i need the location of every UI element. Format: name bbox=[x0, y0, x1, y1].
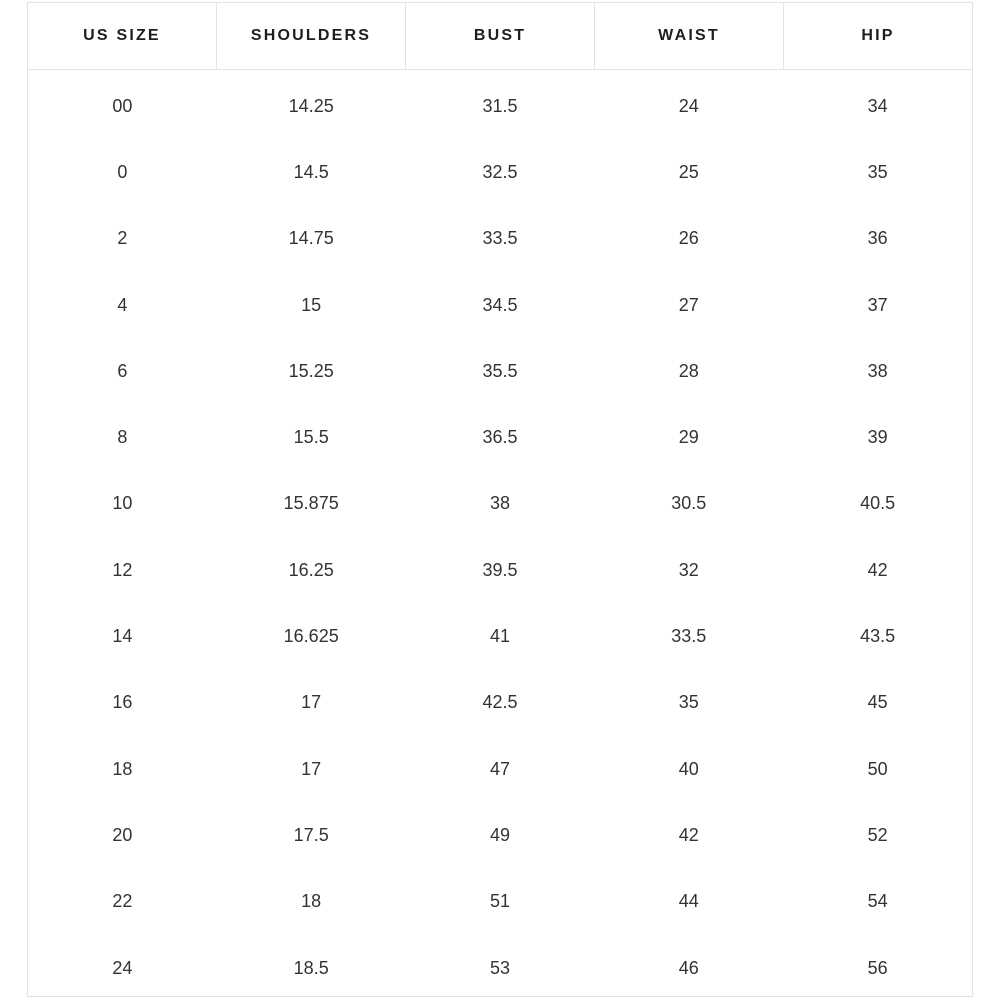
waist-cell: 26 bbox=[678, 228, 699, 249]
hip-cell: 45 bbox=[867, 692, 888, 713]
bust-cell: 53 bbox=[489, 957, 510, 978]
hip-cell: 50 bbox=[867, 758, 888, 779]
waist-cell: 35 bbox=[678, 692, 699, 713]
us-size-cell: 18 bbox=[112, 758, 133, 779]
waist-cell: 32 bbox=[678, 559, 699, 580]
shoulders-cell: 18 bbox=[301, 891, 322, 912]
bust-cell: 34.5 bbox=[482, 294, 518, 315]
us-size-cell: 2 bbox=[117, 228, 128, 249]
column-header-us-size: US SIZE bbox=[28, 3, 217, 69]
table-row bbox=[28, 603, 972, 669]
hip-cell: 35 bbox=[867, 161, 888, 182]
waist-cell: 28 bbox=[678, 360, 699, 381]
shoulders-cell: 17 bbox=[301, 758, 322, 779]
shoulders-cell: 15 bbox=[301, 294, 322, 315]
table-row bbox=[28, 73, 972, 139]
shoulders-cell: 14.5 bbox=[293, 161, 329, 182]
column-header-waist: WAIST bbox=[595, 3, 784, 69]
table-row bbox=[28, 935, 972, 1001]
waist-cell: 27 bbox=[678, 294, 699, 315]
waist-cell: 24 bbox=[678, 95, 699, 116]
shoulders-cell: 17.5 bbox=[293, 824, 329, 845]
bust-cell: 35.5 bbox=[482, 360, 518, 381]
shoulders-cell: 14.75 bbox=[288, 228, 334, 249]
table-row bbox=[28, 471, 972, 537]
bust-cell: 33.5 bbox=[482, 228, 518, 249]
bust-cell: 39.5 bbox=[482, 559, 518, 580]
table-row bbox=[28, 139, 972, 205]
hip-cell: 42 bbox=[867, 559, 888, 580]
shoulders-cell: 15.5 bbox=[293, 427, 329, 448]
shoulders-cell: 17 bbox=[301, 692, 322, 713]
table-row bbox=[28, 206, 972, 272]
table-row bbox=[28, 802, 972, 868]
column-header-shoulders: SHOULDERS bbox=[217, 3, 406, 69]
shoulders-cell: 16.25 bbox=[288, 559, 334, 580]
table-row bbox=[28, 404, 972, 470]
hip-cell: 37 bbox=[867, 294, 888, 315]
table-row bbox=[28, 670, 972, 736]
us-size-cell: 14 bbox=[112, 626, 133, 647]
waist-cell: 42 bbox=[678, 824, 699, 845]
us-size-cell: 4 bbox=[117, 294, 128, 315]
us-size-cell: 00 bbox=[112, 95, 133, 116]
waist-cell: 25 bbox=[678, 161, 699, 182]
hip-cell: 40.5 bbox=[860, 493, 896, 514]
waist-cell: 46 bbox=[678, 957, 699, 978]
table-row bbox=[28, 338, 972, 404]
us-size-cell: 16 bbox=[112, 692, 133, 713]
hip-cell: 52 bbox=[867, 824, 888, 845]
us-size-cell: 12 bbox=[112, 559, 133, 580]
shoulders-cell: 15.875 bbox=[283, 493, 339, 514]
table-row bbox=[28, 537, 972, 603]
hip-cell: 39 bbox=[867, 427, 888, 448]
bust-cell: 41 bbox=[489, 626, 510, 647]
table-body bbox=[28, 70, 972, 1001]
waist-cell: 29 bbox=[678, 427, 699, 448]
bust-cell: 42.5 bbox=[482, 692, 518, 713]
bust-cell: 36.5 bbox=[482, 427, 518, 448]
table-row bbox=[28, 272, 972, 338]
size-chart-table bbox=[27, 2, 973, 997]
us-size-cell: 20 bbox=[112, 824, 133, 845]
shoulders-cell: 18.5 bbox=[293, 957, 329, 978]
column-header-hip: HIP bbox=[861, 27, 895, 44]
bust-cell: 47 bbox=[489, 758, 510, 779]
hip-cell: 34 bbox=[867, 95, 888, 116]
table-row bbox=[28, 869, 972, 935]
hip-cell: 56 bbox=[867, 957, 888, 978]
us-size-cell: 24 bbox=[112, 957, 133, 978]
bust-cell: 49 bbox=[489, 824, 510, 845]
waist-cell: 44 bbox=[678, 891, 699, 912]
table-row bbox=[28, 736, 972, 802]
shoulders-cell: 15.25 bbox=[288, 360, 334, 381]
us-size-cell: 8 bbox=[117, 427, 128, 448]
column-header-bust: BUST bbox=[406, 3, 595, 69]
us-size-cell: 10 bbox=[112, 493, 133, 514]
us-size-cell: 22 bbox=[112, 891, 133, 912]
us-size-cell: 0 bbox=[117, 161, 128, 182]
bust-cell: 31.5 bbox=[482, 95, 518, 116]
hip-cell: 43.5 bbox=[860, 626, 896, 647]
hip-cell: 36 bbox=[867, 228, 888, 249]
hip-cell: 38 bbox=[867, 360, 888, 381]
bust-cell: 51 bbox=[489, 891, 510, 912]
table-header-row bbox=[28, 3, 972, 70]
us-size-cell: 6 bbox=[117, 360, 128, 381]
waist-cell: 40 bbox=[678, 758, 699, 779]
waist-cell: 30.5 bbox=[671, 493, 707, 514]
shoulders-cell: 14.25 bbox=[288, 95, 334, 116]
hip-cell: 54 bbox=[867, 891, 888, 912]
bust-cell: 32.5 bbox=[482, 161, 518, 182]
bust-cell: 38 bbox=[489, 493, 510, 514]
shoulders-cell: 16.625 bbox=[283, 626, 339, 647]
waist-cell: 33.5 bbox=[671, 626, 707, 647]
